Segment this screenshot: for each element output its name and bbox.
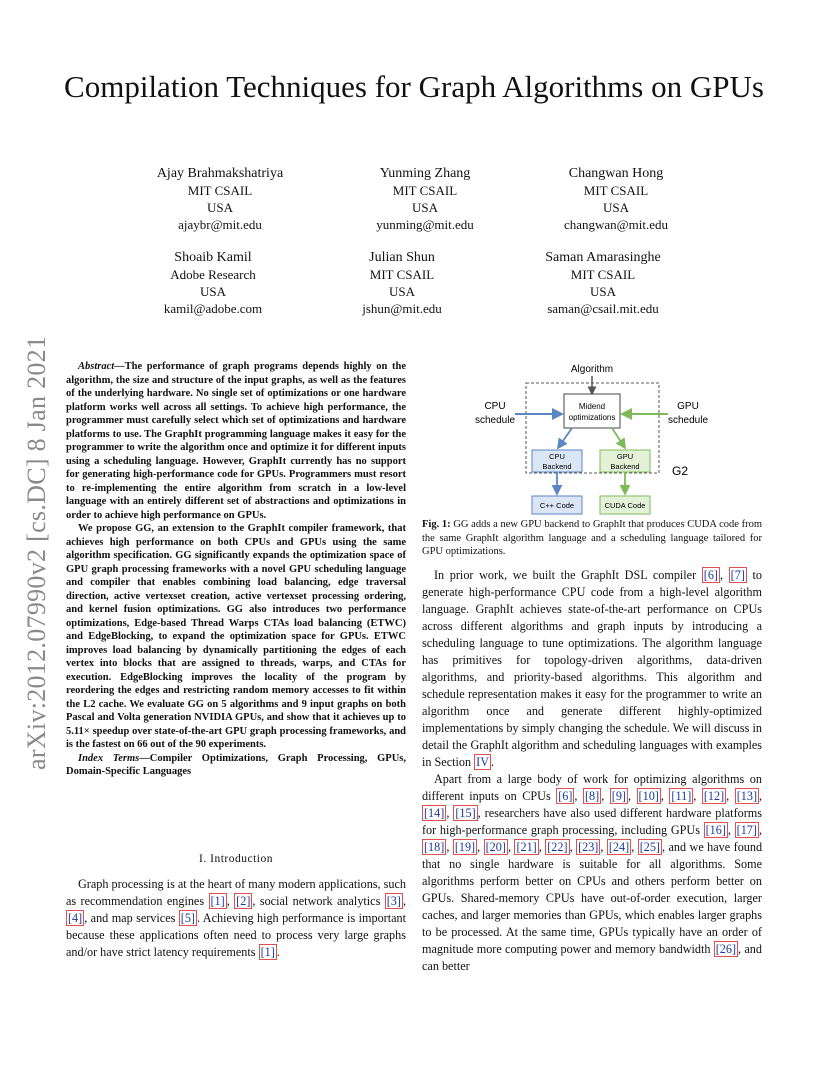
text-run: . [491, 755, 495, 769]
gpu-backend-label: Backend [610, 462, 640, 471]
author-country: USA [602, 200, 629, 215]
text-run: , and we have found that no single hardware is suitable for all algorithms. Some algorithms perform better on CPUs and others perform better on GPUs. Shared-memory CPUs have out-of-order execution, larger caches, and larger memories than GPUs, which enables larger graphs to be processed. At the same time, GPUs typically have an order of magnitude more computing power and memory bandwidth [422, 840, 763, 956]
author-affiliation: MIT CSAIL [187, 183, 253, 198]
g2-label: G2 [671, 464, 689, 478]
citation-link[interactable]: [12] [703, 789, 725, 803]
figure-label: Fig. 1: [422, 519, 451, 530]
section-link[interactable]: IV [476, 755, 490, 769]
author-affiliation: MIT CSAIL [583, 183, 649, 198]
author-country: USA [206, 200, 233, 215]
text-run: Graph processing is at the heart of many modern applications, such as recommendation engines [66, 877, 406, 908]
author-block [506, 165, 726, 233]
author-name: Yunming Zhang [379, 166, 471, 181]
cpu-schedule-label: schedule [474, 415, 516, 426]
cuda-code-label: CUDA Code [604, 501, 646, 510]
citation-link[interactable]: [14] [424, 806, 445, 820]
text-run: , and map services [84, 911, 179, 925]
figure-caption [422, 518, 762, 559]
author-block [292, 249, 512, 317]
citation-link[interactable]: [5] [180, 911, 195, 925]
text-run: , [402, 894, 407, 908]
text-run: , and can better [422, 942, 762, 973]
citation-link[interactable]: [3] [386, 894, 401, 908]
gpu-schedule-label: GPU [677, 401, 699, 412]
abstract-heading: Abstract [78, 361, 115, 372]
citation-link[interactable]: [6] [558, 789, 573, 803]
citation-link[interactable]: [15] [455, 806, 476, 820]
citation-link[interactable]: [1] [260, 945, 275, 959]
author-affiliation: Adobe Research [170, 267, 256, 282]
cpu-schedule-label: CPU [484, 401, 506, 412]
author-block [493, 249, 713, 317]
citation-link[interactable]: [25] [639, 840, 660, 854]
citation-link[interactable]: [17] [736, 823, 757, 837]
text-run: Apart from a large body of work for optimizing algorithms on different inputs on CPUs [422, 772, 762, 803]
author-name: Ajay Brahmakshatriya [156, 166, 284, 181]
author-affiliation: MIT CSAIL [369, 267, 435, 282]
caption-text: GG adds a new GPU backend to GraphIt that produces CUDA code from the same GraphIt algorithm language and a scheduling language tailored for GPU optimizations. [422, 519, 762, 557]
citation-link[interactable]: [4] [68, 911, 83, 925]
citation-list: [6] , [8] , [9] , [10] , [11] , [12] , [13] , [14] , [15] [424, 789, 763, 820]
citation-link[interactable]: [21] [516, 840, 537, 854]
midend-label: Midend [578, 402, 606, 411]
citation-list: [16] , [17] , [18] , [19] , [20] , [21] , [22] , [23] , [24] , [25] [424, 823, 762, 854]
citation-link[interactable]: [16] [705, 823, 726, 837]
author-block [103, 249, 323, 317]
citation-link[interactable]: [1] [210, 894, 225, 908]
citation-link[interactable]: [22] [547, 840, 568, 854]
introduction-continued [422, 567, 762, 975]
author-email: kamil@adobe.com [163, 301, 263, 316]
citation-link[interactable]: [9] [611, 789, 626, 803]
cpp-code-label: C++ Code [539, 501, 575, 510]
author-name: Shoaib Kamil [174, 250, 252, 265]
gpu-backend-arrow [612, 428, 625, 448]
citation-link[interactable]: [23] [578, 840, 599, 854]
gpu-schedule-label: schedule [667, 415, 709, 426]
text-run: . Achieving high performance is important because these applications often need to process very large graphs and/or have strict latency requirements [66, 911, 406, 959]
author-email: saman@csail.mit.edu [547, 301, 659, 316]
introduction-text [66, 876, 406, 961]
author-name: Saman Amarasinghe [545, 250, 661, 265]
author-block [110, 165, 330, 233]
text-run: , [226, 894, 235, 908]
citation-link[interactable]: [6] [703, 568, 718, 582]
author-name: Changwan Hong [568, 166, 664, 181]
author-email: jshun@mit.edu [362, 301, 442, 316]
author-email: ajaybr@mit.edu [178, 217, 262, 232]
text-run: , [720, 568, 729, 582]
citation-link[interactable]: [13] [736, 789, 758, 803]
author-affiliation: MIT CSAIL [570, 267, 636, 282]
citation-link[interactable]: [18] [424, 840, 445, 854]
abstract [66, 360, 406, 779]
section-heading: I. Introduction [199, 853, 273, 865]
author-block [315, 165, 535, 233]
author-country: USA [411, 200, 438, 215]
text-run: , social network analytics [252, 894, 385, 908]
abstract-paragraph: —The performance of graph programs depends highly on the algorithm, the size and structure of the input graphs, as well as the features of the underlying hardware. No single set of optimizations or one hardware platform works well across all settings. To achieve high performance, the programmer must carefully select which set of optimizations and hardware platforms to use. The GraphIt programming language makes it easy for the programmer to write the algorithm once and optimize it for different inputs using a scheduling language. However, GraphIt currently has no support for generating high-performance code for GPUs. Programmers must resort to re-implementing the entire algorithm from scratch in a low-level language with an entirely different set of abstractions and optimizations in order to achieve high performance on GPUs. [66, 361, 406, 521]
arxiv-identifier: arXiv:2012.07990v2 [cs.DC] 8 Jan 2021 [22, 335, 51, 770]
text-run: to generate high-performance CPU code from a high-level algorithm language. GraphIt achieves state-of-the-art performance on CPUs across different algorithms and graph inputs by introducing a scheduling language to tune optimizations. The algorithm language has primitives for topology-driven algorithms, data-driven algorithms, and priority-based algorithms. This algorithm and schedule representation makes it easy for the programmer to write an algorithm once and generate different highly-optimized implementations by simply changing the schedule. We will discuss in detail the GraphIt algorithm and scheduling languages with examples in Section [422, 568, 762, 769]
citation-link[interactable]: [2] [236, 894, 251, 908]
author-country: USA [589, 284, 616, 299]
algorithm-label: Algorithm [570, 364, 614, 375]
cpu-backend-label: Backend [542, 462, 572, 471]
author-name: Julian Shun [369, 250, 435, 265]
citation-link[interactable]: [11] [671, 789, 692, 803]
midend-label: optimizations [568, 413, 616, 422]
cpu-backend-label: CPU [549, 452, 565, 461]
author-country: USA [388, 284, 415, 299]
text-run: In prior work, we built the GraphIt DSL compiler [434, 568, 702, 582]
index-terms: —Compiler Optimizations, Graph Processing, GPUs, Domain-Specific Languages [66, 752, 406, 777]
gpu-backend-label: GPU [616, 452, 634, 461]
text-run: , researchers have also used different hardware platforms for high-performance graph processing, including GPUs [422, 806, 762, 837]
text-run: . [276, 945, 280, 959]
citation-link[interactable]: [19] [454, 840, 476, 854]
citation-link[interactable]: [7] [730, 568, 745, 582]
author-email: changwan@mit.edu [563, 217, 669, 232]
cpu-backend-arrow [558, 428, 572, 448]
author-country: USA [199, 284, 226, 299]
citation-link[interactable]: [10] [638, 789, 659, 803]
paper-title: Compilation Techniques for Graph Algorithms on GPUs [64, 69, 764, 104]
author-affiliation: MIT CSAIL [392, 183, 458, 198]
midend-box [564, 394, 620, 428]
citation-link[interactable]: [24] [608, 840, 630, 854]
index-terms-heading: Index Terms [78, 752, 140, 764]
citation-link[interactable]: [26] [715, 942, 737, 956]
author-email: yunming@mit.edu [376, 217, 474, 232]
citation-link[interactable]: [8] [584, 789, 600, 803]
gg-architecture-diagram [470, 358, 710, 518]
citation-link[interactable]: [20] [485, 840, 506, 854]
abstract-paragraph: We propose GG, an extension to the GraphIt compiler framework, that achieves high performance on both CPUs and GPUs using the same algorithm specification. GG significantly expands the optimization space of GPU graph processing frameworks with a novel GPU scheduling language and compiler that enables combining load balancing, edge traversal direction, active vertexset creation, active vertexset processing ordering, and kernel fusion optimizations. GG also introduces two performance optimizations, Edge-based Thread Warps CTAs load balancing (ETWC) and EdgeBlocking, to expand the optimization space for GPUs. ETWC improves load balancing by dynamically partitioning the edges of each vertex into blocks that are assigned to threads, warps, and CTAs for execution. EdgeBlocking improves the locality of the program by reordering the edges and restricting random memory accesses to fit within the L2 cache. We evaluate GG on 5 algorithms and 9 input graphs on both Pascal and Volta generation NVIDIA GPUs, and show that it achieves up to 5.11× speedup over state-of-the-art GPU graph processing frameworks, and is the fastest on 66 out of the 90 experiments. [66, 523, 406, 750]
